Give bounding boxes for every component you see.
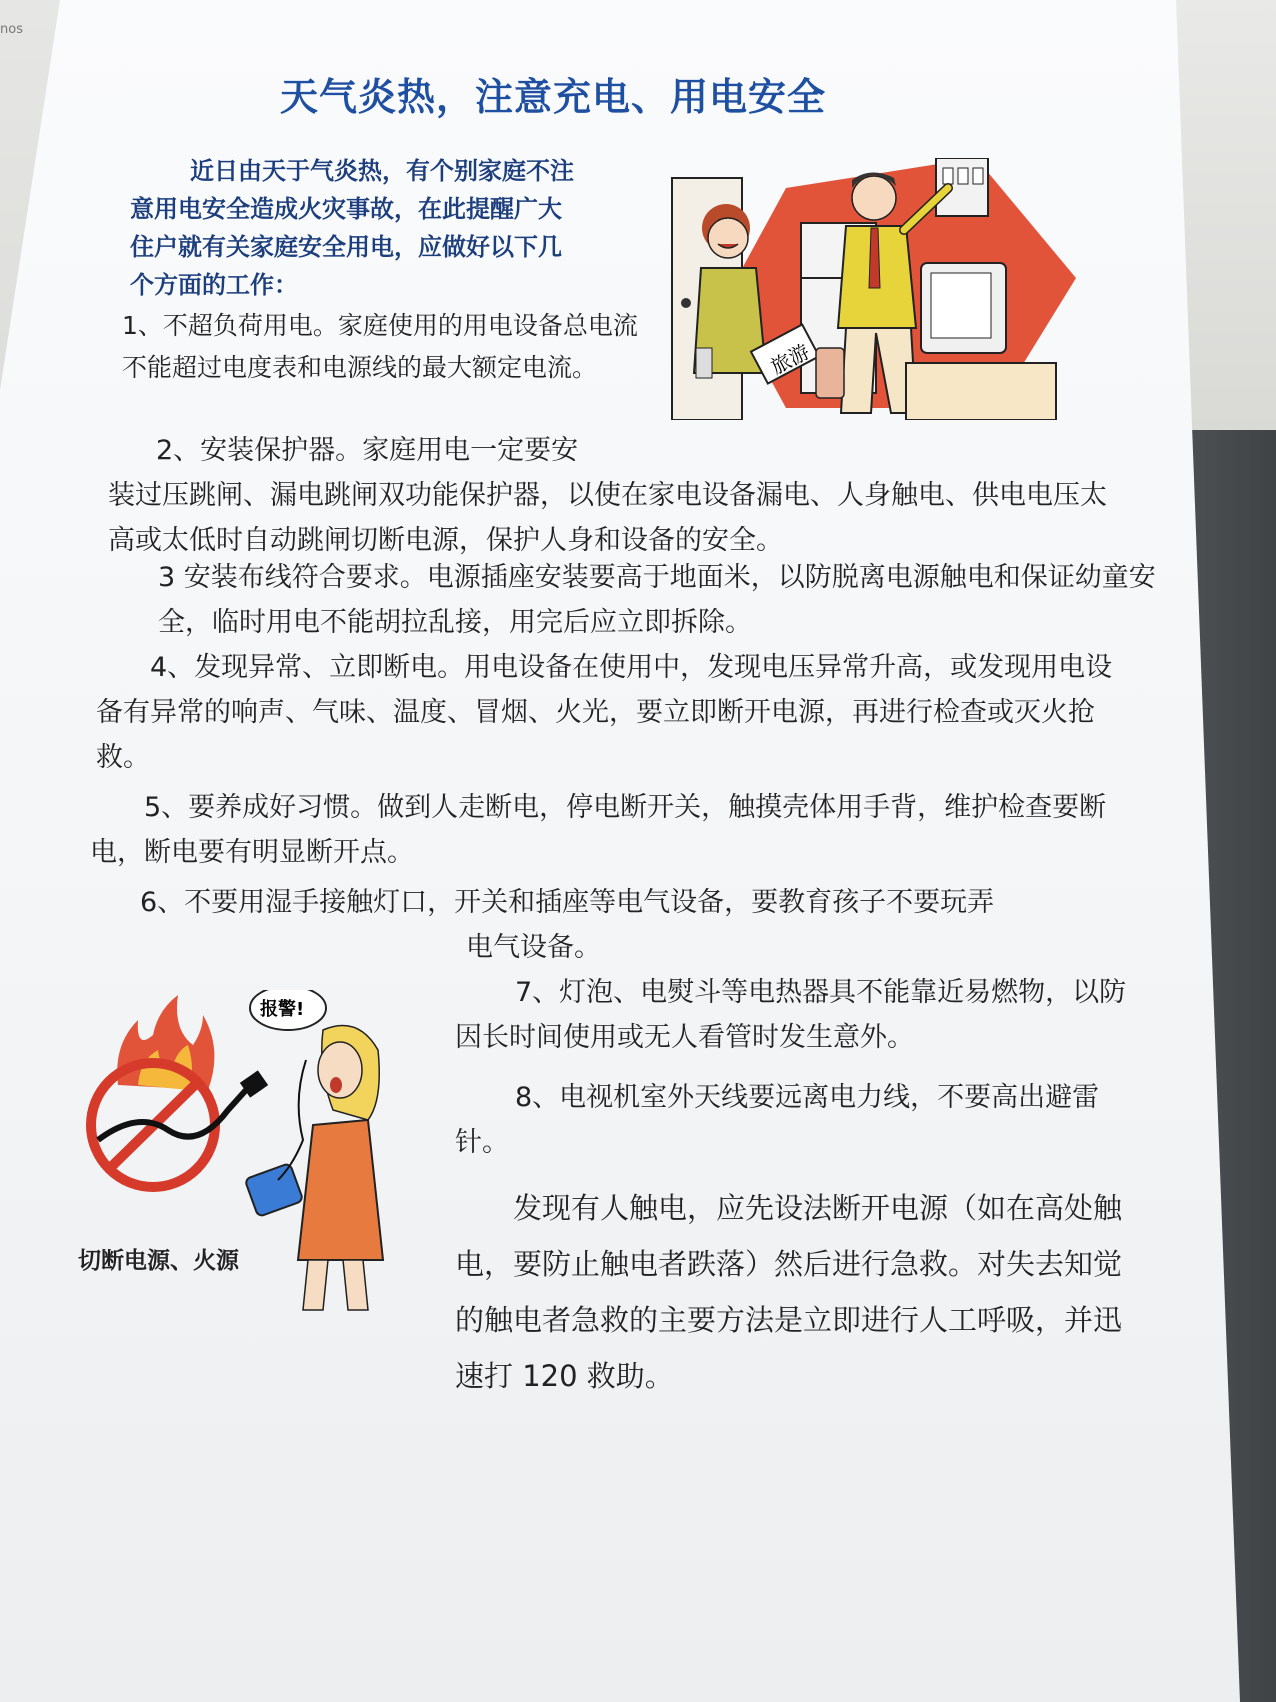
intro-line: 意用电安全造成火灾事故，在此提醒广大	[130, 195, 562, 223]
family-switching-off-power-illustration	[666, 158, 1086, 420]
man-face	[852, 176, 896, 220]
item-2-rest: 装过压跳闸、漏电跳闸双功能保护器，以使在家电设备漏电、人身触电、供电电压太高或太低时自动跳闸切断电源，保护人身和设备的安全。	[108, 480, 1107, 556]
item-3: 3 安装布线符合要求。电源插座安装要高于地面米，以防脱离电源触电和保证幼童安全，临时用电不能胡拉乱接，用完后应立即拆除。	[158, 562, 1156, 638]
intro-line: 住户就有关家庭安全用电，应做好以下几	[130, 233, 562, 261]
telephone-icon	[245, 1163, 304, 1217]
page-title: 天气炎热，注意充电、用电安全	[280, 75, 827, 119]
door-knob	[681, 298, 691, 308]
woman-dress	[298, 1120, 383, 1260]
intro-line: 近日由天于气炎热，有个别家庭不注	[190, 157, 574, 185]
power-cord	[98, 1090, 246, 1140]
intro-paragraph	[130, 152, 640, 304]
item-2	[108, 428, 1118, 563]
handbag	[816, 348, 844, 398]
cut-power-label: 切断电源、火源	[78, 1248, 239, 1274]
travel-sign-text: 旅游	[766, 339, 814, 380]
bubble-text: 报警!	[260, 999, 305, 1020]
cabinet	[906, 363, 1056, 420]
corner-text: nos	[0, 22, 23, 37]
item-6: 6、不要用湿手接触灯口，开关和插座等电气设备，要教育孩子不要玩弄	[140, 887, 995, 918]
item-6-continued: 电气设备。	[466, 932, 601, 963]
intro-line: 个方面的工作：	[130, 271, 298, 299]
item-7: 7、灯泡、电熨斗等电热器具不能靠近易燃物，以防因长时间使用或无人看管时发生意外。	[455, 977, 1127, 1053]
item-5: 5、要养成好习惯。做到人走断电，停电断开关，触摸壳体用手背，维护检查要断电，断电要有明显断开点。	[90, 792, 1107, 868]
emergency-paragraph: 发现有人触电，应先设法断开电源（如在高处触电，要防止触电者跌落）然后进行急救。对失去知觉的触电者急救的主要方法是立即进行人工呼吸，并迅速打 120 救助。	[455, 1191, 1123, 1393]
woman-face	[708, 218, 748, 258]
item-8: 8、电视机室外天线要远离电力线，不要高出避雷针。	[455, 1082, 1100, 1158]
item-2-first-line: 2、安装保护器。家庭用电一定要安	[156, 435, 579, 466]
item-4: 4、发现异常、立即断电。用电设备在使用中，发现电压异常升高，或发现用电设备有异常的响声、气味、温度、冒烟、火光，要立即断开电源，再进行检查或灭火抢救。	[96, 652, 1113, 773]
item-1: 1、不超负荷用电。家庭使用的用电设备总电流不能超过电度表和电源线的最大额定电流。	[122, 311, 638, 382]
